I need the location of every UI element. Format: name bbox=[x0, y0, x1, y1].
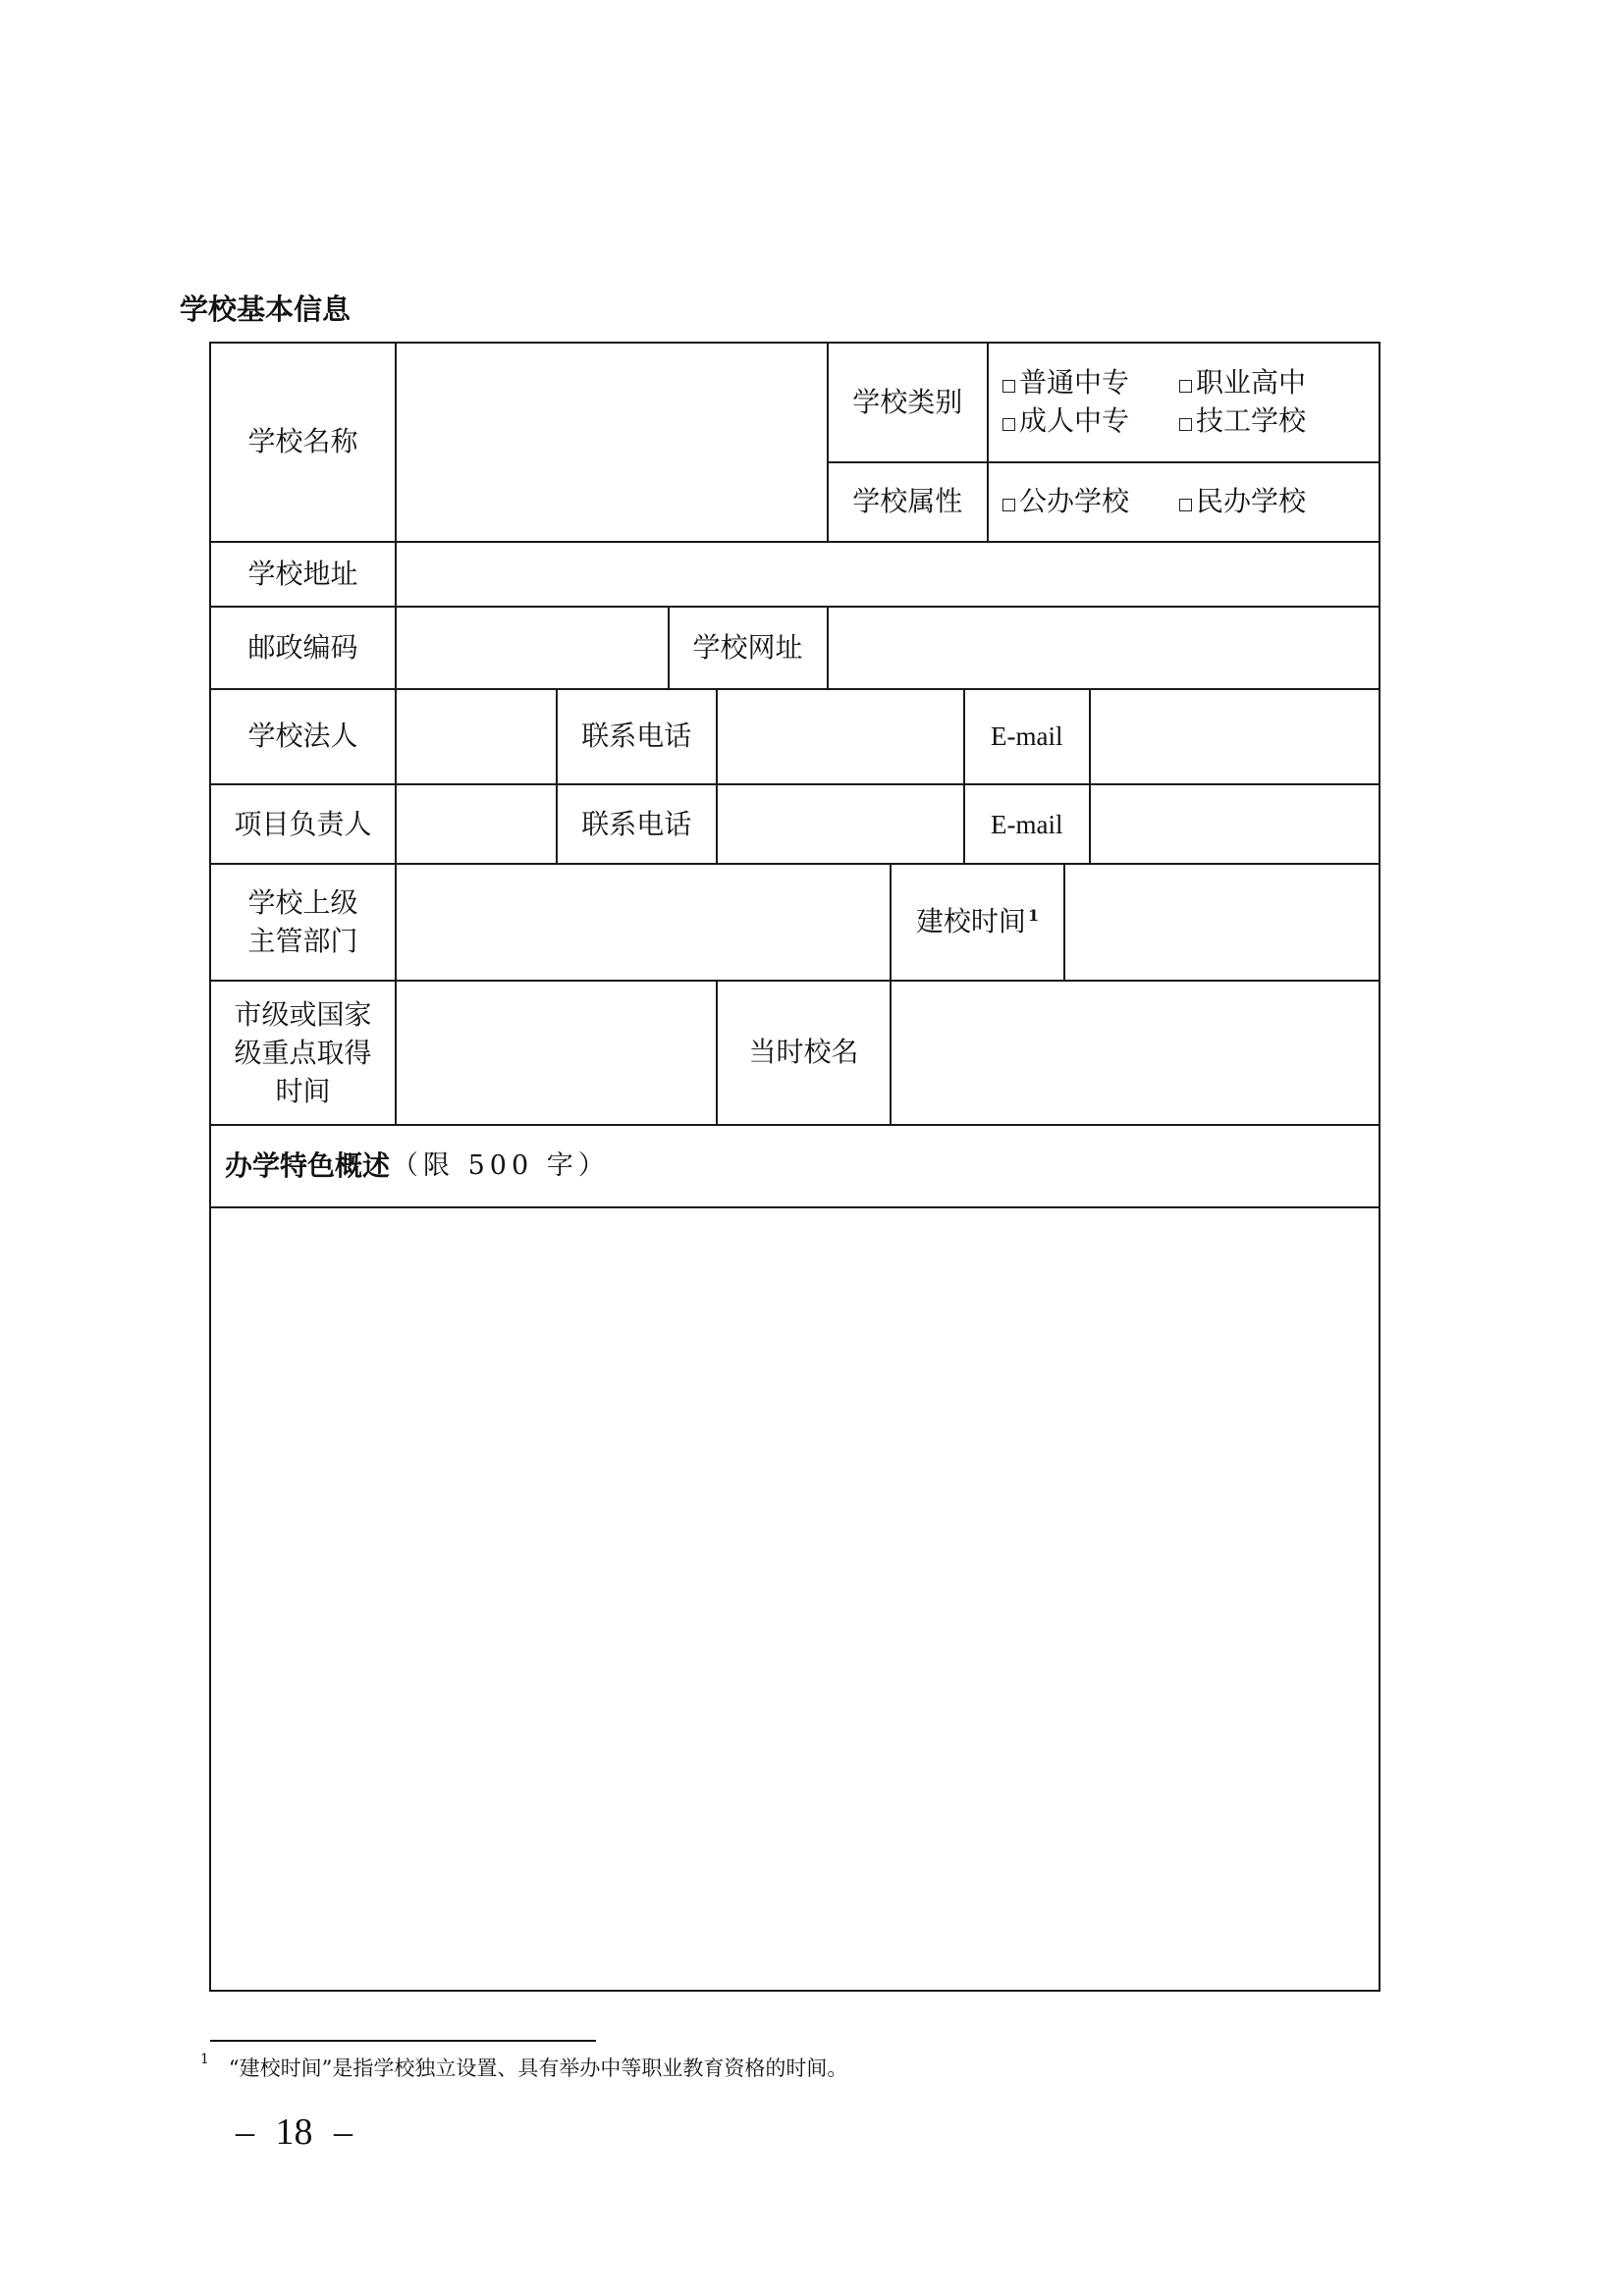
supervisor-label-line: 主管部门 bbox=[247, 925, 358, 958]
legal-rep-phone-label: 联系电话 bbox=[558, 690, 717, 784]
page-number: – 18 – bbox=[236, 2111, 352, 2153]
features-heading-text: 办学特色概述 bbox=[225, 1148, 391, 1182]
postal-code-label: 邮政编码 bbox=[211, 608, 395, 688]
project-lead-phone-label: 联系电话 bbox=[558, 785, 717, 863]
option-label: 公办学校 bbox=[1019, 485, 1130, 517]
checkbox-icon[interactable] bbox=[1002, 380, 1015, 393]
key-school-label-line: 市级或国家 bbox=[234, 997, 372, 1031]
supervisor-label bbox=[211, 865, 395, 980]
option-public-school[interactable] bbox=[1002, 483, 1179, 520]
school-category-label: 学校类别 bbox=[829, 344, 988, 461]
legal-rep-email-label: E-mail bbox=[965, 690, 1089, 784]
option-label: 民办学校 bbox=[1196, 485, 1307, 517]
legal-rep-email-field[interactable] bbox=[1091, 690, 1380, 784]
features-heading bbox=[211, 1126, 1379, 1206]
key-school-label-line: 时间 bbox=[275, 1074, 331, 1107]
project-lead-label: 项目负责人 bbox=[211, 785, 395, 863]
founded-date-label-text: 建校时间 bbox=[915, 905, 1026, 938]
footnote-marker: 1 bbox=[200, 2052, 209, 2067]
project-lead-email-label: E-mail bbox=[965, 785, 1089, 863]
postal-code-field[interactable] bbox=[397, 608, 668, 688]
option-technical-school[interactable] bbox=[1179, 402, 1356, 440]
option-private-school[interactable] bbox=[1179, 483, 1356, 520]
legal-rep-label: 学校法人 bbox=[211, 690, 395, 784]
school-category-options bbox=[989, 344, 1379, 461]
school-ownership-label: 学校属性 bbox=[829, 463, 988, 541]
checkbox-icon[interactable] bbox=[1179, 380, 1192, 393]
option-label: 普通中专 bbox=[1019, 366, 1130, 400]
features-content-area[interactable] bbox=[211, 1208, 1379, 1990]
checkbox-icon[interactable] bbox=[1179, 418, 1192, 431]
supervisor-field[interactable] bbox=[397, 865, 890, 980]
option-general-secondary[interactable] bbox=[1002, 364, 1179, 401]
option-vocational-high[interactable] bbox=[1179, 364, 1356, 401]
website-label: 学校网址 bbox=[670, 608, 827, 688]
website-field[interactable] bbox=[829, 608, 1380, 688]
features-limit-note: （限 500 字） bbox=[392, 1149, 610, 1181]
legal-rep-name-field[interactable] bbox=[397, 690, 556, 784]
key-school-label-line: 级重点取得 bbox=[234, 1036, 372, 1069]
school-address-label: 学校地址 bbox=[211, 543, 395, 606]
legal-rep-phone-field[interactable] bbox=[718, 690, 963, 784]
footnote-text: “建校时间”是指学校独立设置、具有举办中等职业教育资格的时间。 bbox=[228, 2056, 848, 2080]
key-school-date-field[interactable] bbox=[397, 982, 716, 1124]
supervisor-label-line: 学校上级 bbox=[247, 886, 358, 920]
key-school-date-label bbox=[211, 982, 395, 1124]
project-lead-name-field[interactable] bbox=[397, 785, 556, 863]
option-label: 职业高中 bbox=[1196, 366, 1307, 400]
project-lead-email-field[interactable] bbox=[1091, 785, 1380, 863]
footnote bbox=[200, 2054, 847, 2083]
option-adult-secondary[interactable] bbox=[1002, 402, 1179, 440]
founded-date-field[interactable] bbox=[1065, 865, 1379, 980]
checkbox-icon[interactable] bbox=[1002, 418, 1015, 431]
school-address-field[interactable] bbox=[397, 543, 1379, 606]
option-label: 成人中专 bbox=[1019, 404, 1130, 438]
school-info-table bbox=[209, 342, 1380, 1992]
school-ownership-options bbox=[989, 463, 1379, 541]
school-name-field[interactable] bbox=[397, 344, 827, 541]
name-at-time-field[interactable] bbox=[892, 982, 1379, 1124]
option-label: 技工学校 bbox=[1196, 404, 1307, 438]
founded-date-label: 建校时间 $^1$ bbox=[892, 865, 1063, 980]
footnote-separator bbox=[210, 2040, 596, 2042]
section-title: 学校基本信息 bbox=[180, 293, 352, 326]
checkbox-icon[interactable] bbox=[1179, 499, 1192, 511]
checkbox-icon[interactable] bbox=[1002, 499, 1015, 511]
name-at-time-label: 当时校名 bbox=[718, 982, 890, 1124]
school-name-label: 学校名称 bbox=[211, 344, 395, 541]
project-lead-phone-field[interactable] bbox=[718, 785, 963, 863]
